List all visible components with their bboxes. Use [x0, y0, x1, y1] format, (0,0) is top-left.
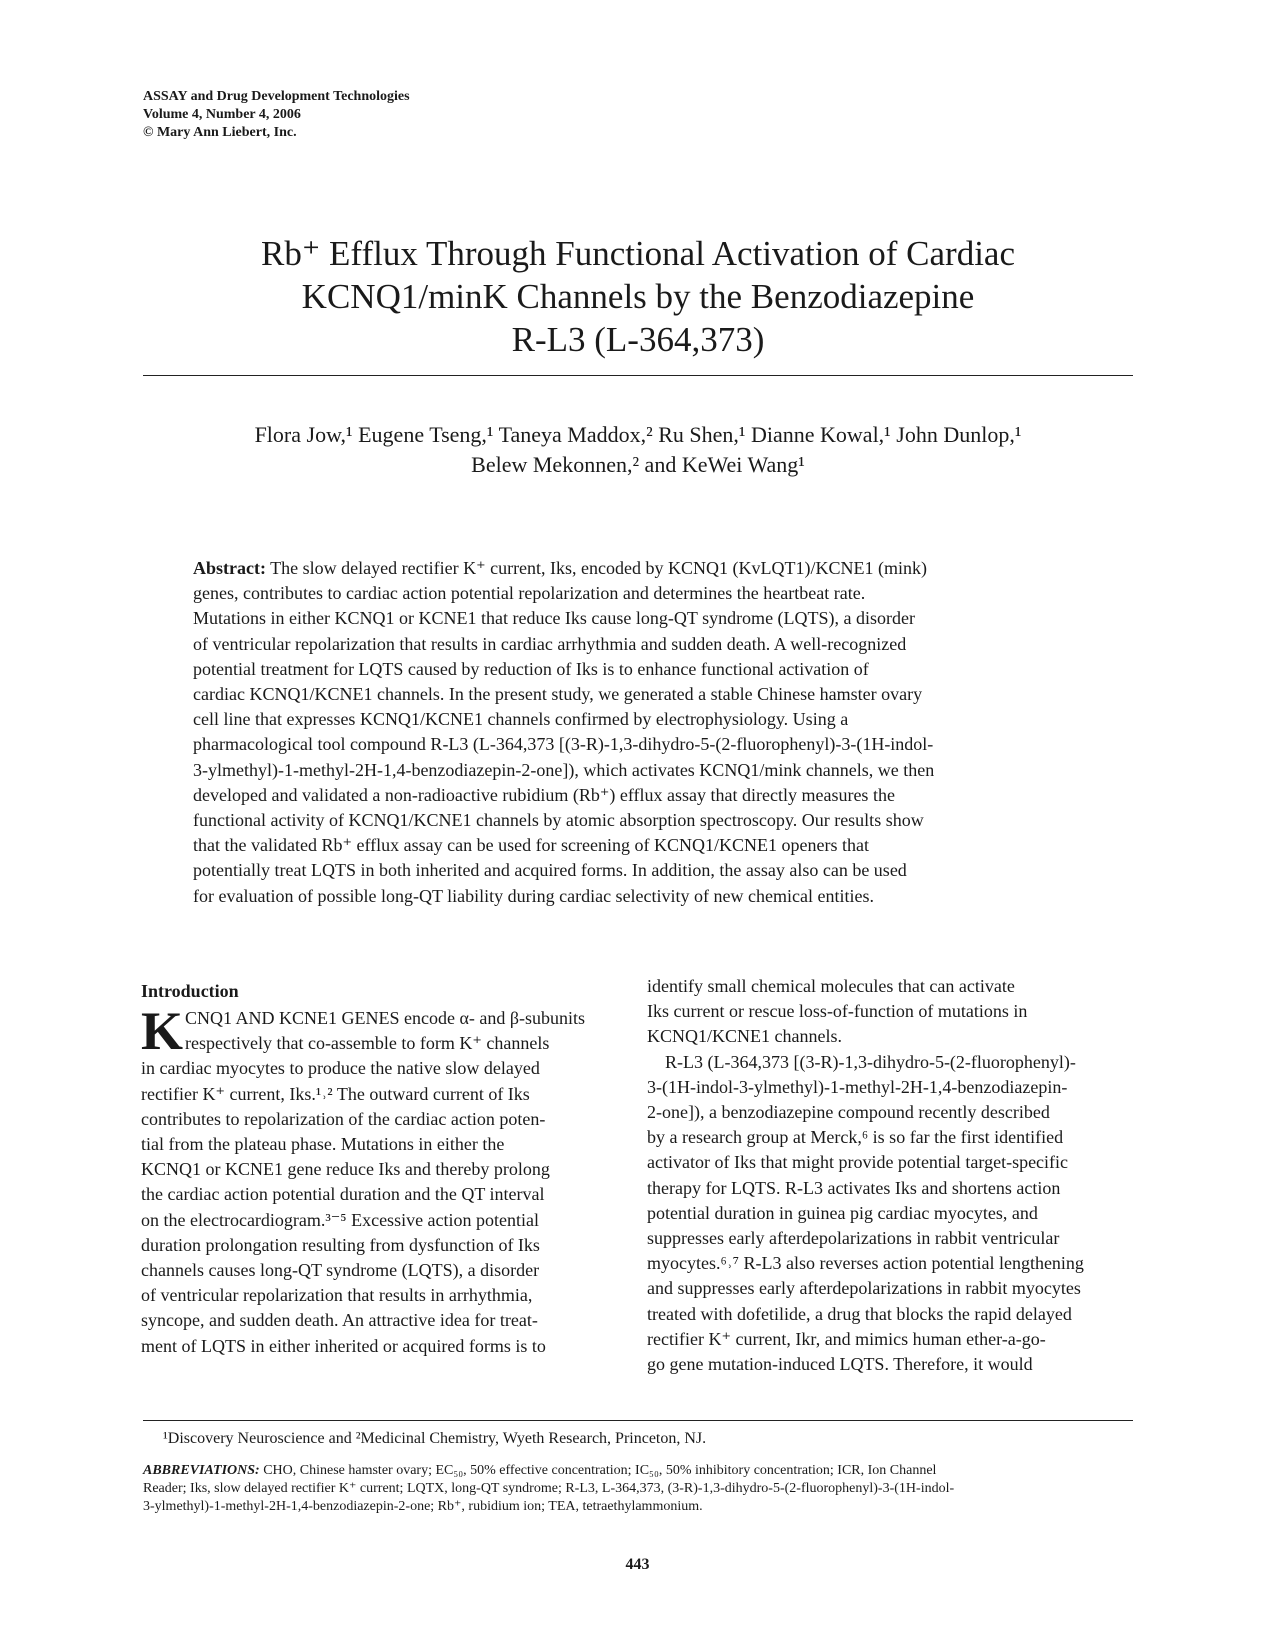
abstract-label: Abstract:: [193, 558, 266, 578]
abstract-line: of ventricular repolarization that results in cardiac arrhythmia and sudden death. A well-recognized: [193, 633, 907, 654]
intro-line: KCNQ1 or KCNE1 gene reduce Iks and thereby prolong: [141, 1159, 550, 1180]
title-divider: [143, 375, 1133, 376]
abstract-line: cardiac KCNQ1/KCNE1 channels. In the present study, we generated a stable Chinese hamster ovary: [193, 684, 923, 705]
abstract-line: functional activity of KCNQ1/KCNE1 channels by atomic absorption spectroscopy. Our results show: [193, 810, 924, 831]
intro-line: potential duration in guinea pig cardiac myocytes, and: [647, 1202, 1038, 1223]
article-title: [143, 232, 1133, 361]
journal-volume: Volume 4, Number 4, 2006: [143, 107, 301, 122]
intro-line: therapy for LQTS. R-L3 activates Iks and shortens action: [647, 1177, 1061, 1198]
abstract-line: pharmacological tool compound R-L3 (L-364,373 [(3-R)-1,3-dihydro-5-(2-fluorophenyl)-3-(1H-indol-: [193, 734, 934, 755]
intro-left-column: [141, 1001, 621, 1359]
intro-line: and suppresses early afterdepolarizations in rabbit myocytes: [647, 1278, 1081, 1299]
abbreviations-line: 3-ylmethyl)-1-methyl-2H-1,4-benzodiazepin-2-one; Rb⁺, rubidium ion; TEA, tetraethylammonium.: [143, 1499, 703, 1514]
intro-line: channels causes long-QT syndrome (LQTS), a disorder: [141, 1260, 540, 1281]
abstract-line: potential treatment for LQTS caused by reduction of Iks is to enhance functional activation of: [193, 658, 869, 679]
abstract-line: 3-ylmethyl)-1-methyl-2H-1,4-benzodiazepin-2-one]), which activates KCNQ1/mink channels, we then: [193, 759, 935, 780]
abstract-line: genes, contributes to cardiac action potential repolarization and determines the heartbeat rate.: [193, 583, 866, 604]
intro-line: identify small chemical molecules that can activate: [647, 976, 1015, 996]
intro-right-column: [647, 974, 1127, 1377]
abstract-line: for evaluation of possible long-QT liability during cardiac selectivity of new chemical entities.: [193, 885, 874, 906]
affiliation-footnote: ¹Discovery Neuroscience and ²Medicinal Chemistry, Wyeth Research, Princeton, NJ.: [163, 1430, 707, 1447]
intro-line: by a research group at Merck,⁶ is so far the first identified: [647, 1127, 1064, 1148]
dropcap-paragraph-start: [141, 1001, 621, 1061]
intro-line: respectively that co-assemble to form K⁺ channels: [185, 1033, 550, 1054]
author-list: [143, 420, 1133, 480]
authors-line-2: Belew Mekonnen,² and KeWei Wang¹: [471, 452, 805, 477]
journal-header: [143, 88, 410, 142]
intro-line: rectifier K⁺ current, Iks.¹˒² The outward current of Iks: [141, 1083, 530, 1104]
intro-line: KCNQ1/KCNE1 channels.: [647, 1026, 842, 1047]
abstract-line: developed and validated a non-radioactive rubidium (Rb⁺) efflux assay that directly measures the: [193, 784, 895, 805]
abstract: [193, 556, 1073, 909]
title-line-1: Rb⁺ Efflux Through Functional Activation of Cardiac: [260, 234, 1015, 273]
footnote-divider: [143, 1420, 1133, 1421]
section-heading-introduction: Introduction: [141, 981, 239, 1001]
intro-line: activator of Iks that might provide potential target-specific: [647, 1152, 1069, 1173]
intro-line: of ventricular repolarization that results in arrhythmia,: [141, 1285, 533, 1306]
intro-line: contributes to repolarization of the cardiac action poten-: [141, 1108, 546, 1129]
intro-line: rectifier K⁺ current, Ikr, and mimics human ether-a-go-: [647, 1328, 1046, 1349]
title-line-2: KCNQ1/minK Channels by the Benzodiazepine: [301, 277, 975, 316]
intro-line: Iks current or rescue loss-of-function of mutations in: [647, 1001, 1028, 1022]
intro-line: 2-one]), a benzodiazepine compound recently described: [647, 1102, 1050, 1123]
abstract-line: cell line that expresses KCNQ1/KCNE1 channels confirmed by electrophysiology. Using a: [193, 709, 849, 730]
intro-line: suppresses early afterdepolarizations in rabbit ventricular: [647, 1228, 1060, 1249]
abbreviations-footnote: [143, 1462, 1133, 1516]
intro-line: the cardiac action potential duration and the QT interval: [141, 1184, 545, 1205]
abbreviations-line: CHO, Chinese hamster ovary; EC₅₀, 50% effective concentration; IC₅₀, 50% inhibitory concentration; ICR, Ion Channel: [263, 1463, 937, 1478]
intro-line: CNQ1 AND KCNE1 GENES encode α- and β-subunits: [185, 1008, 586, 1028]
intro-line: on the electrocardiogram.³⁻⁵ Excessive action potential: [141, 1209, 540, 1230]
intro-line: in cardiac myocytes to produce the native slow delayed: [141, 1058, 540, 1079]
authors-line-1: Flora Jow,¹ Eugene Tseng,¹ Taneya Maddox,² Ru Shen,¹ Dianne Kowal,¹ John Dunlop,¹: [254, 422, 1022, 447]
intro-line: ment of LQTS in either inherited or acquired forms is to: [141, 1335, 546, 1356]
intro-line: tial from the plateau phase. Mutations in either the: [141, 1134, 505, 1155]
intro-line: syncope, and sudden death. An attractive idea for treat-: [141, 1310, 538, 1331]
dropcap-letter: K: [141, 1001, 184, 1061]
abstract-line: that the validated Rb⁺ efflux assay can be used for screening of KCNQ1/KCNE1 openers that: [193, 835, 869, 856]
abstract-line: potentially treat LQTS in both inherited and acquired forms. In addition, the assay also can be used: [193, 860, 907, 881]
abbreviations-line: Reader; Iks, slow delayed rectifier K⁺ current; LQTX, long-QT syndrome; R-L3, L-364,373, (3-R)-1,3-dihydro-5-(2-fluorophenyl)-3-(1H-indol-: [143, 1481, 955, 1496]
intro-line: treated with dofetilide, a drug that blocks the rapid delayed: [647, 1303, 1072, 1324]
journal-name: ASSAY and Drug Development Technologies: [143, 89, 410, 104]
intro-line: go gene mutation-induced LQTS. Therefore, it would: [647, 1354, 1033, 1375]
intro-line: myocytes.⁶˒⁷ R-L3 also reverses action potential lengthening: [647, 1253, 1084, 1274]
intro-line: duration prolongation resulting from dysfunction of Iks: [141, 1234, 540, 1255]
abstract-line: The slow delayed rectifier K⁺ current, Iks, encoded by KCNQ1 (KvLQT1)/KCNE1 (mink): [270, 558, 927, 578]
page-number: 443: [625, 1556, 650, 1573]
abstract-line: Mutations in either KCNQ1 or KCNE1 that reduce Iks cause long-QT syndrome (LQTS), a disorder: [193, 608, 916, 629]
intro-line: R-L3 (L-364,373 [(3-R)-1,3-dihydro-5-(2-fluorophenyl)-: [665, 1051, 1076, 1072]
intro-line: 3-(1H-indol-3-ylmethyl)-1-methyl-2H-1,4-benzodiazepin-: [647, 1076, 1068, 1097]
abbreviations-label: ABBREVIATIONS:: [143, 1463, 260, 1478]
journal-publisher: © Mary Ann Liebert, Inc.: [143, 125, 297, 140]
title-line-3: R-L3 (L-364,373): [511, 320, 765, 359]
